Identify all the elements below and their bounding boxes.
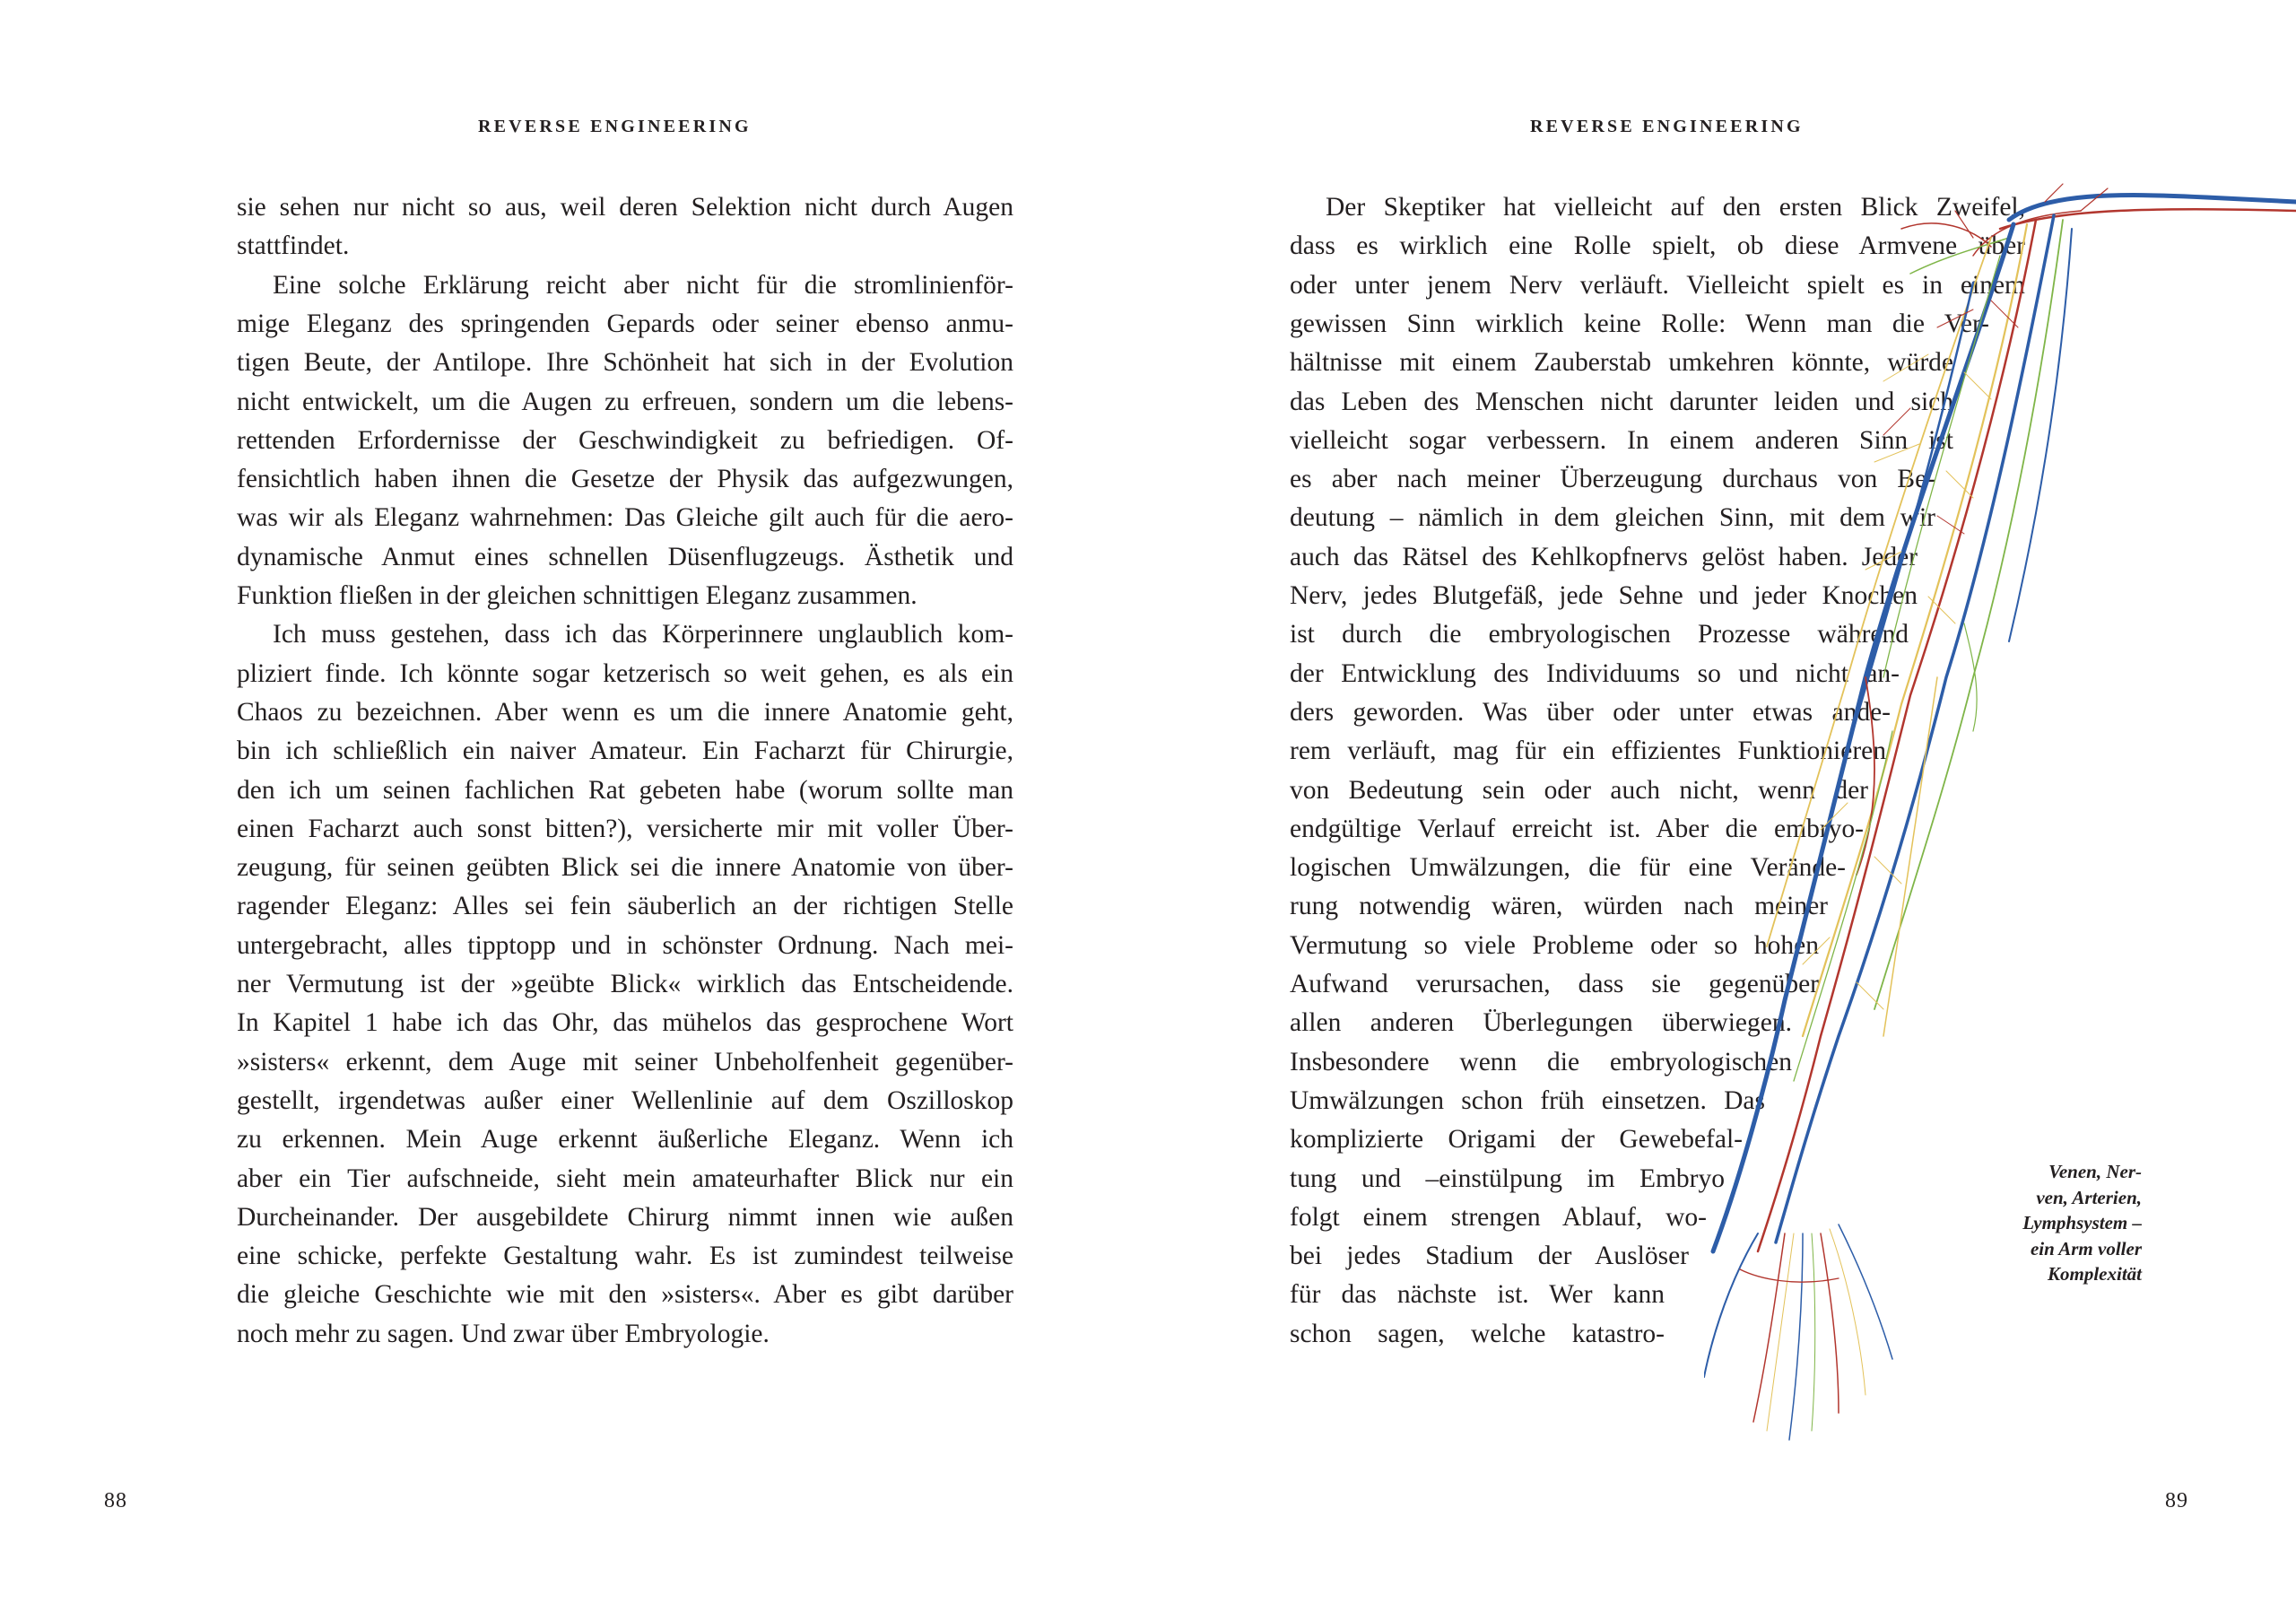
text-line: Vermutung so viele Probleme oder so hohen [1290, 930, 1819, 960]
running-head: REVERSE ENGINEERING [1530, 117, 1804, 136]
text-line: Eine solche Erklärung reicht aber nicht für die stromlinienför- [273, 270, 1013, 300]
text-line: eine schicke, perfekte Gestaltung wahr. Es ist zumindest teilweise [237, 1242, 1013, 1271]
text-line: der Entwicklung des Individuums so und nicht an- [1290, 658, 1900, 688]
text-line: vielleicht sogar verbessern. In einem anderen Sinn ist [1290, 425, 1953, 455]
text-line: »sisters« erkennt, dem Auge mit seiner Unbeholfenheit gegenüber- [237, 1047, 1013, 1076]
page-number: 88 [104, 1489, 127, 1512]
text-line: In Kapitel 1 habe ich das Ohr, das mühelos das gesprochene Wort [237, 1008, 1013, 1038]
text-line: Durcheinander. Der ausgebildete Chirurg nimmt innen wie außen [237, 1202, 1013, 1232]
text-line: zeugung, für seinen geübten Blick sei die innere Anatomie von über- [237, 853, 1013, 883]
text-line: stattfindet. [237, 231, 350, 261]
text-line: das Leben des Menschen nicht darunter leiden und sich [1290, 387, 1953, 416]
text-line: ragender Eleganz: Alles sei fein säuberlich an der richtigen Stelle [237, 892, 1013, 921]
text-line: hältnisse mit einem Zauberstab umkehren könnte, würde [1290, 348, 1953, 378]
text-line: es aber nach meiner Überzeugung durchaus von Be- [1290, 465, 1935, 494]
text-line: ner Vermutung ist der »geübte Blick« wirklich das Entscheidende. [237, 970, 1013, 998]
text-line: folgt einem strengen Ablauf, wo- [1290, 1202, 1707, 1232]
text-line: gewissen Sinn wirklich keine Rolle: Wenn man die Ver- [1290, 309, 1989, 338]
text-line: dynamische Anmut eines schnellen Düsenflugzeugs. Ästhetik und [237, 542, 1013, 571]
text-line: fensichtlich haben ihnen die Gesetze der Physik das aufgezwungen, [237, 465, 1013, 494]
figure-caption [1944, 1159, 2142, 1287]
text-line: was wir als Eleganz wahrnehmen: Das Gleiche gilt auch für die aero- [237, 503, 1013, 533]
caption-line: ven, Arterien, [2036, 1186, 2142, 1208]
page-number: 89 [2165, 1489, 2188, 1512]
text-line: bei jedes Stadium der Auslöser [1290, 1242, 1689, 1271]
text-line: tung und –einstülpung im Embryo [1290, 1163, 1725, 1193]
text-line: auch das Rätsel des Kehlkopfnervs gelöst haben. Jeder [1290, 542, 1918, 571]
running-head: REVERSE ENGINEERING [478, 117, 752, 136]
text-line: Umwälzungen schon früh einsetzen. Das [1290, 1085, 1765, 1115]
caption-line: Venen, Ner- [2048, 1161, 2142, 1182]
text-line: noch mehr zu sagen. Und zwar über Embryologie. [237, 1319, 770, 1348]
text-line: den ich um seinen fachlichen Rat gebeten habe (worum sollte man [237, 775, 1013, 805]
text-line: Chaos zu bezeichnen. Aber wenn es um die innere Anatomie geht, [237, 697, 1013, 727]
text-line: bin ich schließlich ein naiver Amateur. Ein Facharzt für Chirurgie, [237, 736, 1013, 766]
text-line: Nerv, jedes Blutgefäß, jede Sehne und jeder Knochen [1290, 581, 1918, 610]
text-line: oder unter jenem Nerv verläuft. Vielleicht spielt es in einem [1290, 270, 2025, 300]
text-line: logischen Umwälzungen, die für eine Verände- [1290, 853, 1846, 883]
text-line: ders geworden. Was über oder unter etwas ande- [1290, 697, 1891, 727]
text-line: dass es wirklich eine Rolle spielt, ob diese Armvene über [1290, 231, 2025, 261]
text-line: rettenden Erfordernisse der Geschwindigkeit zu befriedigen. Of- [237, 425, 1013, 455]
text-line: Funktion fließen in der gleichen schnittigen Eleganz zusammen. [237, 581, 918, 610]
text-line: Der Skeptiker hat vielleicht auf den ersten Blick Zweifel, [1326, 193, 2025, 222]
caption-line: ein Arm voller [2030, 1237, 2142, 1259]
text-line: ist durch die embryologischen Prozesse während [1290, 620, 1909, 649]
text-line: sie sehen nur nicht so aus, weil deren Selektion nicht durch Augen [237, 193, 1013, 222]
caption-line: Lymphsystem – [2022, 1212, 2142, 1233]
text-line: von Bedeutung sein oder auch nicht, wenn der [1290, 775, 1868, 805]
text-line: Ich muss gestehen, dass ich das Körperinnere unglaublich kom- [273, 620, 1013, 649]
text-line: mige Eleganz des springenden Gepards oder seiner ebenso anmu- [237, 309, 1013, 338]
caption-line: Komplexität [2048, 1263, 2142, 1285]
text-line: endgültige Verlauf erreicht ist. Aber die embryo- [1290, 814, 1864, 843]
text-line: Aufwand verursachen, dass sie gegenüber [1290, 970, 1819, 998]
text-line: zu erkennen. Mein Auge erkennt äußerliche Eleganz. Wenn ich [237, 1125, 1013, 1155]
text-line: deutung – nämlich in dem gleichen Sinn, mit dem wir [1290, 503, 1935, 533]
text-line: nicht entwickelt, um die Augen zu erfreuen, sondern um die lebens- [237, 387, 1013, 416]
text-line: tigen Beute, der Antilope. Ihre Schönheit hat sich in der Evolution [237, 348, 1013, 378]
text-line: für das nächste ist. Wer kann [1290, 1280, 1665, 1310]
text-line: einen Facharzt auch sonst bitten?), versicherte mir mit voller Über- [237, 814, 1013, 843]
text-line: allen anderen Überlegungen überwiegen. [1290, 1008, 1792, 1038]
text-line: rem verläuft, mag für ein effizientes Funktionieren [1290, 736, 1886, 766]
text-line: Insbesondere wenn die embryologischen [1290, 1047, 1792, 1076]
text-line: gestellt, irgendetwas außer einer Wellenlinie auf dem Oszilloskop [237, 1085, 1013, 1115]
text-line: untergebracht, alles tipptopp und in schönster Ordnung. Nach mei- [237, 930, 1013, 960]
text-line: die gleiche Geschichte wie mit den »sisters«. Aber es gibt darüber [237, 1280, 1013, 1310]
text-line: komplizierte Origami der Gewebefal- [1290, 1125, 1743, 1155]
text-line: schon sagen, welche katastro- [1290, 1319, 1665, 1348]
text-line: aber ein Tier aufschneide, sieht mein amateurhafter Blick nur ein [237, 1163, 1013, 1193]
text-line: pliziert finde. Ich könnte sogar ketzerisch so weit gehen, es als ein [237, 658, 1013, 688]
text-line: rung notwendig wären, würden nach meiner [1290, 892, 1828, 921]
